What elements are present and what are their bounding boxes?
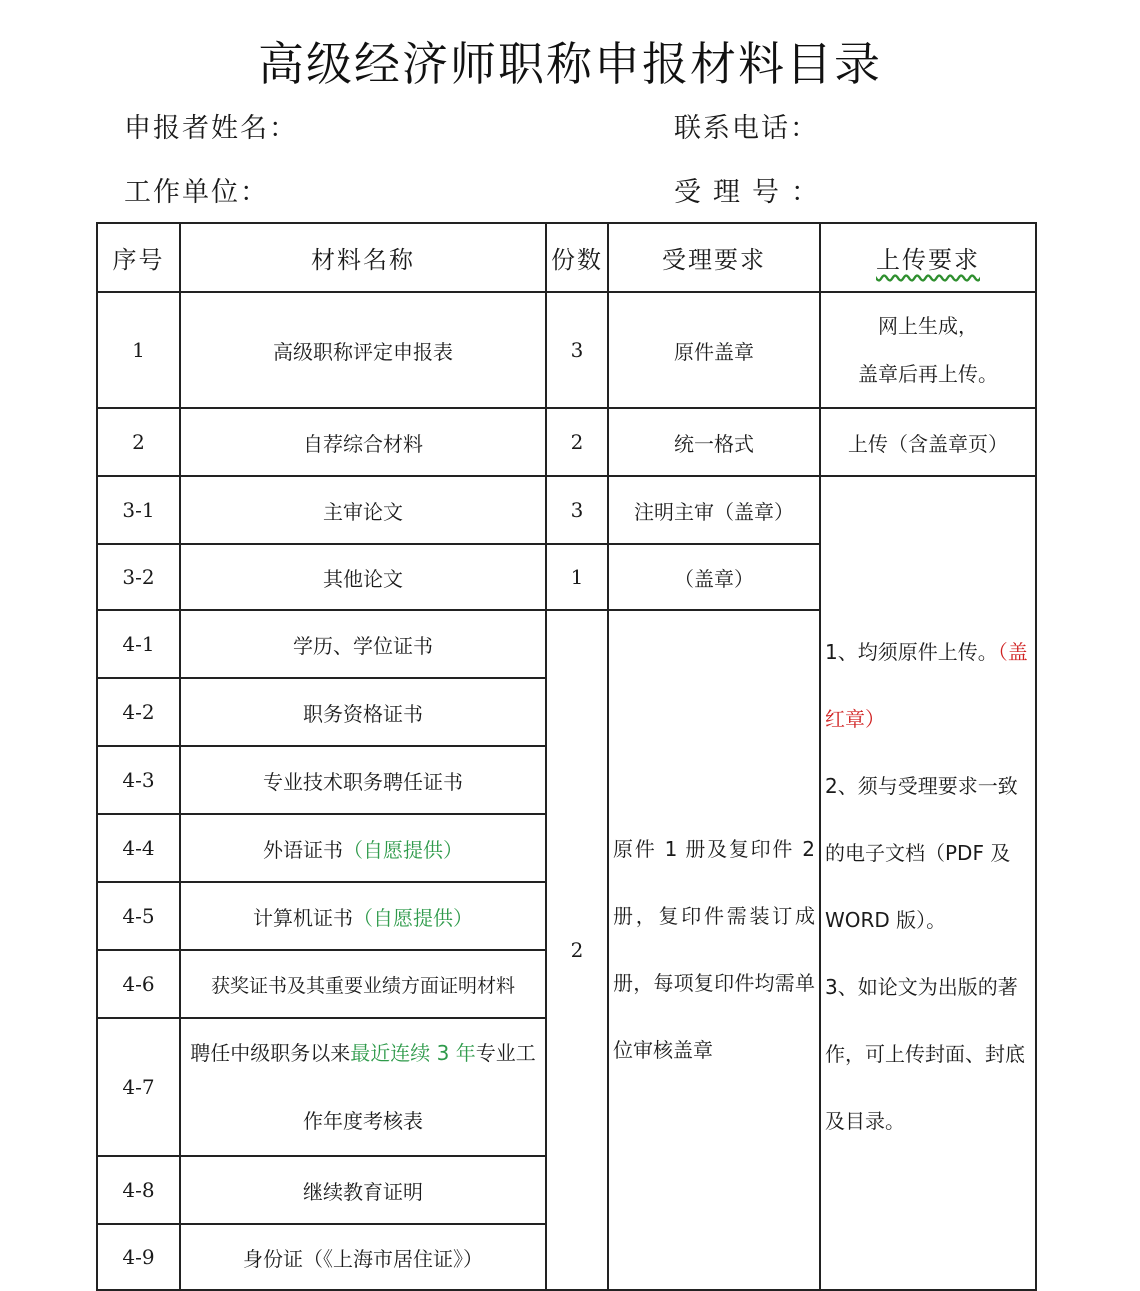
row-material-name: 自荐综合材料 bbox=[180, 408, 546, 476]
upload-item-1-red-seal: （盖红章） bbox=[825, 640, 1028, 731]
header-copies: 份数 bbox=[546, 223, 608, 292]
upload-line: 网上生成， bbox=[878, 314, 978, 338]
header-upload-label: 上传要求 bbox=[876, 246, 980, 274]
material-name-text: 专业工作年度考核表 bbox=[303, 1041, 536, 1133]
row-material-name: 主审论文 bbox=[180, 476, 546, 544]
row-acceptance: （盖章） bbox=[608, 544, 820, 610]
row-seq: 4-2 bbox=[97, 678, 180, 746]
header-upload bbox=[820, 223, 1036, 292]
work-unit-label: 工作单位： bbox=[124, 177, 269, 208]
row-material-name bbox=[180, 1018, 546, 1156]
header-seq: 序号 bbox=[97, 223, 180, 292]
recent-years-highlight: 最近连续 3 年 bbox=[350, 1041, 476, 1065]
row-acceptance: 统一格式 bbox=[608, 408, 820, 476]
phone-label: 联系电话： bbox=[674, 113, 819, 144]
row-seq: 4-8 bbox=[97, 1156, 180, 1224]
table-header-row bbox=[97, 223, 1036, 292]
row-acceptance: 原件盖章 bbox=[608, 292, 820, 408]
row-material-name: 身份证（《上海市居住证》） bbox=[180, 1224, 546, 1290]
row-material-name: 高级职称评定申报表 bbox=[180, 292, 546, 408]
row-material-name: 专业技术职务聘任证书 bbox=[180, 746, 546, 814]
table-row bbox=[97, 408, 1036, 476]
row-seq: 4-9 bbox=[97, 1224, 180, 1290]
row-seq: 3-2 bbox=[97, 544, 180, 610]
upload-item-1: 1、均须原件上传。 bbox=[825, 640, 998, 664]
material-name-text: 聘任中级职务以来 bbox=[190, 1041, 351, 1065]
row-copies: 1 bbox=[546, 544, 608, 610]
voluntary-note: （自愿提供） bbox=[343, 837, 463, 862]
row-seq: 4-4 bbox=[97, 814, 180, 882]
row-copies: 3 bbox=[546, 292, 608, 408]
row-seq: 4-3 bbox=[97, 746, 180, 814]
upload-line: 盖章后再上传。 bbox=[858, 362, 998, 386]
row-seq: 1 bbox=[97, 292, 180, 408]
acceptance-number-label: 受理号： bbox=[674, 177, 830, 208]
row-seq: 4-5 bbox=[97, 882, 180, 950]
row-material-name: 其他论文 bbox=[180, 544, 546, 610]
row-material-name bbox=[180, 814, 546, 882]
row-acceptance: 注明主审（盖章） bbox=[608, 476, 820, 544]
material-name-text: 外语证书 bbox=[263, 837, 343, 862]
row-material-name bbox=[180, 882, 546, 950]
row-seq: 2 bbox=[97, 408, 180, 476]
group-acceptance: 原件 1 册及复印件 2 册，复印件需装订成册，每项复印件均需单位审核盖章 bbox=[608, 610, 820, 1290]
applicant-name-label: 申报者姓名： bbox=[124, 113, 298, 144]
header-acceptance: 受理要求 bbox=[608, 223, 820, 292]
header-material-name: 材料名称 bbox=[180, 223, 546, 292]
upload-item-2: 2、须与受理要求一致的电子文档（PDF 及 WORD 版）。 bbox=[825, 774, 1018, 932]
row-copies: 3 bbox=[546, 476, 608, 544]
row-material-name: 学历、学位证书 bbox=[180, 610, 546, 678]
row-seq: 4-1 bbox=[97, 610, 180, 678]
row-material-name: 职务资格证书 bbox=[180, 678, 546, 746]
row-copies: 2 bbox=[546, 408, 608, 476]
row-material-name: 获奖证书及其重要业绩方面证明材料 bbox=[180, 950, 546, 1018]
row-upload bbox=[820, 292, 1036, 408]
row-seq: 3-1 bbox=[97, 476, 180, 544]
table-row bbox=[97, 292, 1036, 408]
page-title: 高级经济师职称申报材料目录 bbox=[258, 37, 882, 91]
material-name-text: 计算机证书 bbox=[253, 905, 353, 930]
group-upload-requirements bbox=[820, 476, 1036, 1290]
upload-item-3: 3、如论文为出版的著作，可上传封面、封底及目录。 bbox=[825, 975, 1025, 1133]
row-material-name: 继续教育证明 bbox=[180, 1156, 546, 1224]
table-row bbox=[97, 476, 1036, 544]
row-seq: 4-6 bbox=[97, 950, 180, 1018]
materials-table bbox=[96, 222, 1037, 1291]
group-copies: 2 bbox=[546, 610, 608, 1290]
row-seq: 4-7 bbox=[97, 1018, 180, 1156]
row-upload: 上传（含盖章页） bbox=[820, 408, 1036, 476]
voluntary-note: （自愿提供） bbox=[353, 905, 473, 930]
